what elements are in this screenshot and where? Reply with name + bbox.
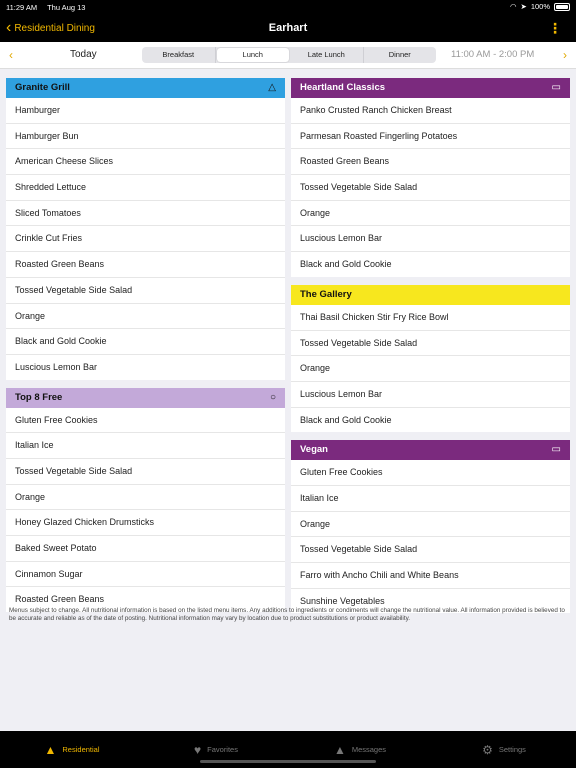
menu-item[interactable]: Baked Sweet Potato xyxy=(6,536,285,562)
battery-icon xyxy=(554,3,570,11)
more-button[interactable] xyxy=(548,14,562,42)
station-title: Top 8 Free xyxy=(15,391,63,403)
nutrition-disclaimer: Menus subject to change. All nutritional information is based on the listed menu items. Any additions to ingredients or condiments will change the nutritional value. All information provided is believed to be accurate and reliable as of the date of posting. Nutritional information may vary by location due to product substitutions or product availability. xyxy=(9,607,565,622)
meal-segmented-control xyxy=(142,47,436,63)
menu-item[interactable]: Roasted Green Beans xyxy=(291,149,570,175)
menu-item[interactable]: Luscious Lemon Bar xyxy=(291,226,570,252)
menu-item[interactable]: Sunshine Vegetables xyxy=(300,595,385,606)
station-header[interactable] xyxy=(6,388,285,408)
location-icon: ➤ xyxy=(520,2,527,11)
station-title: The Gallery xyxy=(300,288,352,300)
tab-breakfast[interactable]: Breakfast xyxy=(142,47,216,63)
menu-item[interactable]: Italian Ice xyxy=(291,486,570,512)
station-title: Heartland Classics xyxy=(300,82,386,93)
station-header[interactable] xyxy=(291,285,570,305)
bell-icon: ▲ xyxy=(333,742,346,757)
left-station-column xyxy=(6,78,285,620)
triangle-icon: △ xyxy=(268,82,276,93)
tab-residential[interactable] xyxy=(0,731,144,768)
menu-item[interactable]: Sliced Tomatoes xyxy=(6,201,285,227)
menu-item[interactable]: Gluten Free Cookies xyxy=(291,460,570,486)
menu-item[interactable]: Black and Gold Cookie xyxy=(300,414,392,425)
circle-icon: ○ xyxy=(269,391,276,403)
menu-item[interactable]: Honey Glazed Chicken Drumsticks xyxy=(6,510,285,536)
menu-item[interactable]: Orange xyxy=(6,485,285,511)
tab-late-lunch[interactable]: Late Lunch xyxy=(290,47,364,63)
station-granite-grill xyxy=(6,78,285,380)
day-label: Today xyxy=(70,49,97,60)
menu-item[interactable]: Black and Gold Cookie xyxy=(300,259,392,270)
previous-day-button[interactable]: ‹ xyxy=(9,48,13,62)
residential-icon: ▲ xyxy=(44,742,57,757)
menu-item[interactable]: Italian Ice xyxy=(6,433,285,459)
station-top-8-free xyxy=(6,388,285,613)
page-title: Earhart xyxy=(268,22,308,34)
station-vegan xyxy=(291,440,570,613)
menu-item[interactable]: Roasted Green Beans xyxy=(6,252,285,278)
status-time: 11:29 AM xyxy=(6,3,38,12)
menu-item[interactable]: Tossed Vegetable Side Salad xyxy=(291,175,570,201)
menu-item[interactable]: Thai Basil Chicken Stir Fry Rice Bowl xyxy=(291,305,570,331)
menu-item[interactable]: Orange xyxy=(291,512,570,538)
battery-percent: 100% xyxy=(530,2,550,11)
menu-item[interactable]: Hamburger Bun xyxy=(6,124,285,150)
status-bar xyxy=(0,0,576,14)
tab-dinner[interactable]: Dinner xyxy=(388,50,411,59)
menu-item[interactable]: Luscious Lemon Bar xyxy=(15,361,98,372)
back-button-label: Residential Dining xyxy=(14,22,95,34)
menu-item[interactable]: Black and Gold Cookie xyxy=(6,329,285,355)
menu-item[interactable]: Tossed Vegetable Side Salad xyxy=(6,459,285,485)
menu-item[interactable]: Farro with Ancho Chili and White Beans xyxy=(291,563,570,589)
station-header[interactable] xyxy=(291,440,570,460)
rectangle-icon: ▭ xyxy=(551,82,561,93)
station-title: Vegan xyxy=(300,444,328,456)
station-heartland-classics xyxy=(291,78,570,277)
menu-item[interactable]: Roasted Green Beans xyxy=(15,594,105,605)
status-date: Thu Aug 13 xyxy=(47,3,86,12)
navigation-bar xyxy=(0,14,576,42)
tab-label: Messages xyxy=(351,745,387,754)
menu-item[interactable]: Cinnamon Sugar xyxy=(6,562,285,588)
station-header[interactable] xyxy=(291,78,570,98)
menu-item[interactable]: Luscious Lemon Bar xyxy=(291,382,570,408)
right-station-column xyxy=(291,78,570,621)
menu-item[interactable]: Orange xyxy=(291,201,570,227)
menu-item[interactable]: Parmesan Roasted Fingerling Potatoes xyxy=(291,124,570,150)
station-header[interactable] xyxy=(6,78,285,98)
meal-time-range: 11:00 AM - 2:00 PM xyxy=(451,49,535,60)
menu-item[interactable]: Hamburger xyxy=(6,98,285,124)
station-title: Granite Grill xyxy=(15,82,70,93)
menu-item[interactable]: Crinkle Cut Fries xyxy=(6,226,285,252)
day-selector-bar xyxy=(0,42,576,69)
tab-label: Settings xyxy=(498,745,526,754)
tab-settings[interactable] xyxy=(432,731,576,768)
station-the-gallery xyxy=(291,285,570,432)
tab-lunch[interactable]: Lunch xyxy=(217,48,290,62)
menu-item[interactable]: Shredded Lettuce xyxy=(6,175,285,201)
rectangle-icon: ▭ xyxy=(551,444,561,456)
next-day-button[interactable]: › xyxy=(563,48,567,62)
home-indicator xyxy=(200,760,376,763)
menu-item[interactable]: Orange xyxy=(291,356,570,382)
tab-label: Favorites xyxy=(207,745,238,754)
menu-item[interactable]: Tossed Vegetable Side Salad xyxy=(291,537,570,563)
gear-icon: ⚙ xyxy=(482,742,493,757)
menu-item[interactable]: Tossed Vegetable Side Salad xyxy=(291,331,570,357)
tab-label: Residential xyxy=(62,745,100,754)
menu-item[interactable]: Gluten Free Cookies xyxy=(6,408,285,434)
heart-icon: ♥ xyxy=(194,742,202,757)
menu-item[interactable]: Orange xyxy=(6,304,285,330)
more-icon: ⋮ xyxy=(548,19,562,36)
chevron-left-icon: ‹ xyxy=(6,19,12,36)
menu-item[interactable]: American Cheese Slices xyxy=(6,149,285,175)
menu-item[interactable]: Tossed Vegetable Side Salad xyxy=(6,278,285,304)
menu-item[interactable]: Panko Crusted Ranch Chicken Breast xyxy=(291,98,570,124)
wifi-icon: ◠ xyxy=(509,2,517,11)
